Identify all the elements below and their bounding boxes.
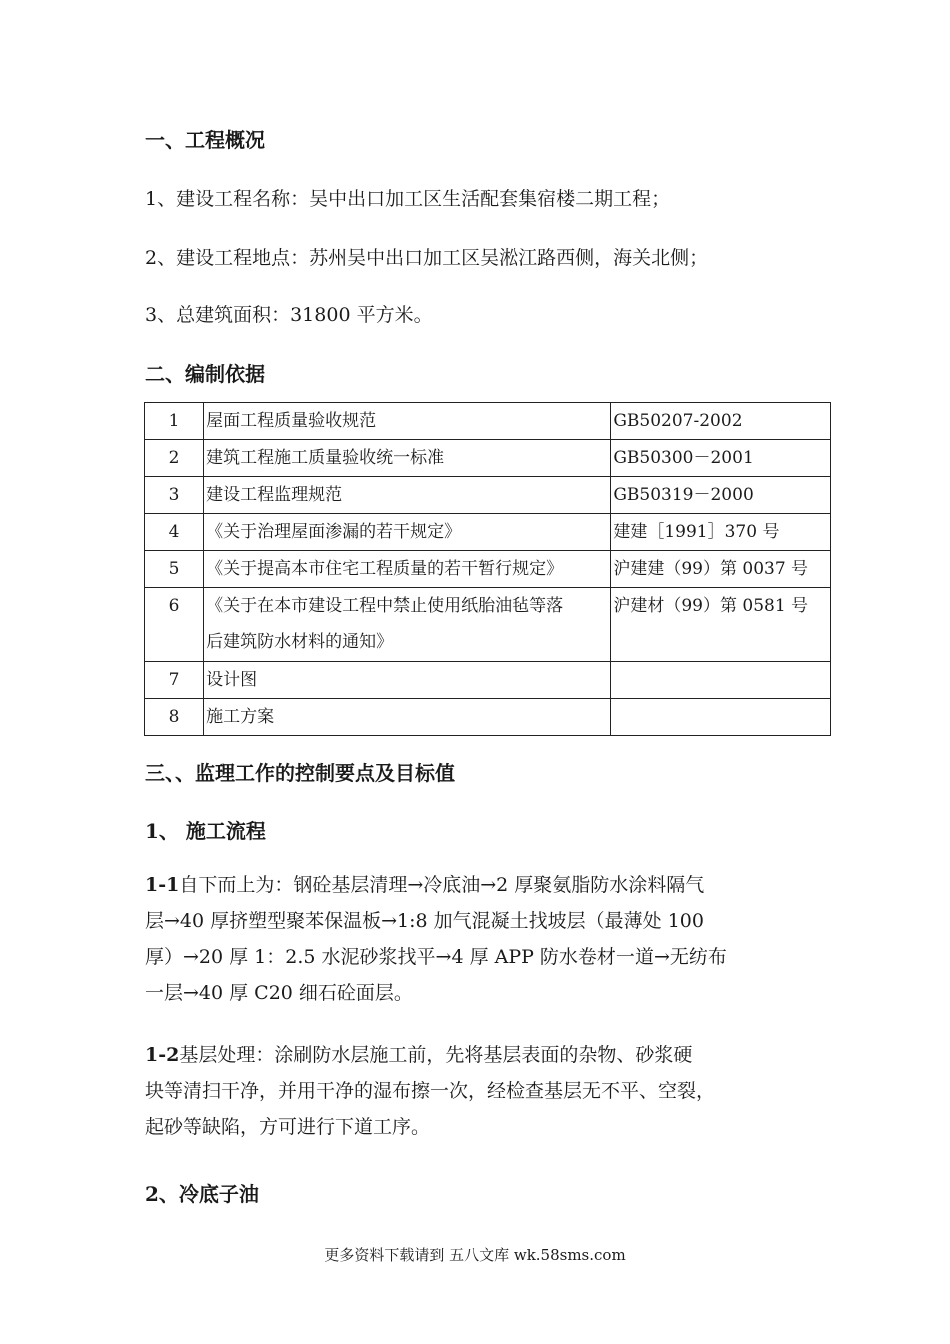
section-heading-overview: 一、工程概况 [145,128,265,152]
row-title: 施工方案 [204,699,611,736]
table-row [145,403,831,440]
row-number: 6 [145,588,204,662]
project-name: 1、建设工程名称：吴中出口加工区生活配套集宿楼二期工程； [145,188,671,210]
row-code: GB50207-2002 [611,403,831,440]
row-title: 屋面工程质量验收规范 [204,403,611,440]
paragraph-line: 块等清扫干净，并用干净的湿布擦一次，经检查基层无不平、空裂， [145,1080,716,1102]
subheading-primer: 2、冷底子油 [145,1182,259,1206]
project-location: 2、建设工程地点：苏州吴中出口加工区吴淞江路西侧，海关北侧； [145,247,709,269]
subheading-process: 1、 施工流程 [145,819,266,843]
row-number: 2 [145,440,204,477]
paragraph-line: 层→40 厚挤塑型聚苯保温板→1:8 加气混凝土找坡层（最薄处 100 [145,910,704,932]
row-title: 设计图 [204,662,611,699]
page-footer: 更多资料下载请到 五八文库 wk.58sms.com [324,1246,626,1264]
row-number: 1 [145,403,204,440]
row-code: GB50300－2001 [611,440,831,477]
row-code: 沪建建（99）第 0037 号 [611,551,831,588]
reference-table [144,402,831,736]
paragraph-label: 1-1 [145,874,180,896]
row-number: 8 [145,699,204,736]
row-code: GB50319－2000 [611,477,831,514]
row-code [611,662,831,699]
paragraph-label: 1-2 [145,1044,180,1066]
row-number: 4 [145,514,204,551]
table-row [145,551,831,588]
table-row [145,699,831,736]
row-title: 建设工程监理规范 [204,477,611,514]
table-row [145,440,831,477]
paragraph-line: 一层→40 厚 C20 细石砼面层。 [145,982,413,1004]
row-title-line: 后建筑防水材料的通知》 [206,632,394,652]
paragraph-line [145,1037,810,1073]
row-title: 建筑工程施工质量验收统一标准 [204,440,611,477]
paragraph-line [145,867,810,903]
paragraph-line: 厚）→20 厚 1：2.5 水泥砂浆找平→4 厚 APP 防水卷材一道→无纺布 [145,946,727,968]
row-number: 5 [145,551,204,588]
paragraph-line: 起砂等缺陷，方可进行下道工序。 [145,1116,431,1138]
row-title: 《关于治理屋面渗漏的若干规定》 [204,514,611,551]
section-heading-basis: 二、编制依据 [145,362,265,386]
paragraph-text: 自下而上为：钢砼基层清理→冷底油→2 厚聚氨脂防水涂料隔气 [179,874,705,896]
row-code: 沪建材（99）第 0581 号 [611,588,831,662]
table-row [145,514,831,551]
paragraph-base-treatment [145,1037,810,1145]
total-area: 3、总建筑面积：31800 平方米。 [145,304,433,326]
paragraph-text: 基层处理：涂刷防水层施工前，先将基层表面的杂物、砂浆硬 [179,1044,693,1066]
row-number: 7 [145,662,204,699]
row-title-line: 《关于在本市建设工程中禁止使用纸胎油毡等落 [206,596,564,616]
row-title: 《关于提高本市住宅工程质量的若干暂行规定》 [204,551,611,588]
table-row [145,477,831,514]
row-title [204,588,611,662]
section-heading-control: 三、、监理工作的控制要点及目标值 [145,761,455,785]
table-row [145,588,831,662]
row-code: 建建［1991］370 号 [611,514,831,551]
row-number: 3 [145,477,204,514]
row-code [611,699,831,736]
paragraph-process-flow [145,867,810,1011]
table-row [145,662,831,699]
